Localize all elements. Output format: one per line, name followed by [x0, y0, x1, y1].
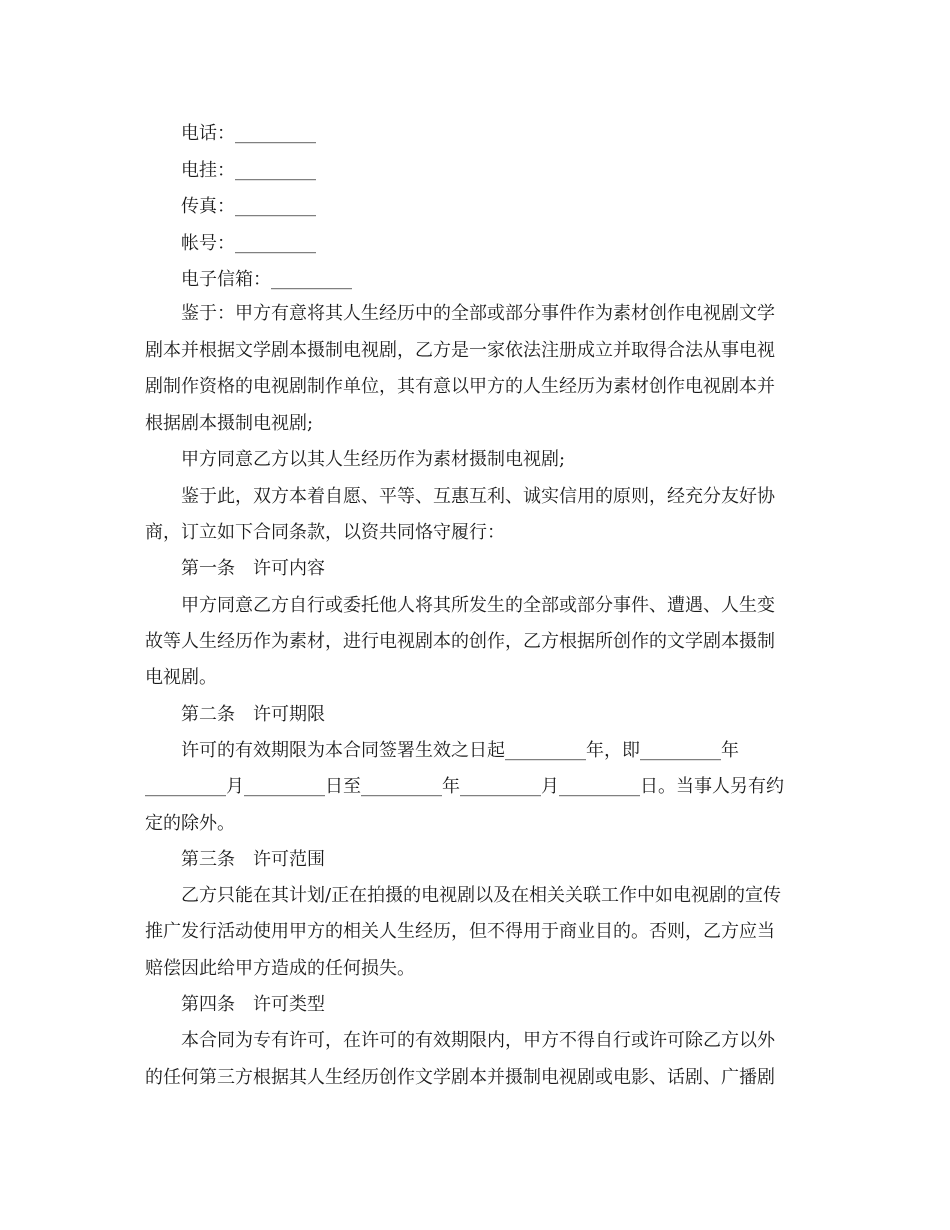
- article-4-line-1: 本合同为专有许可，在许可的有效期限内，甲方不得自行或许可除乙方以外: [181, 1030, 775, 1051]
- article-3-line-1: 乙方只能在其计划/正在拍摄的电视剧以及在相关关联工作中如电视剧的宣传: [181, 885, 782, 906]
- article-2-line-1: 许可的有效期限为本合同签署生效之日起_________年，即_________年: [181, 740, 739, 761]
- agreement-paragraph-line-1: 鉴于此，双方本着自愿、平等、互惠互利、诚实信用的原则，经充分友好协: [181, 486, 775, 507]
- article-4-line-2: 的任何第三方根据其人生经历创作文学剧本并摄制电视剧或电影、话剧、广播剧: [145, 1067, 775, 1088]
- whereas-paragraph-line-2: 剧本并根据文学剧本摄制电视剧，乙方是一家依法注册成立并取得合法从事电视: [145, 340, 775, 361]
- article-3-line-3: 赔偿因此给甲方造成的任何损失。: [145, 958, 415, 979]
- phone-line: 电话：_________: [181, 123, 316, 144]
- article-2-heading: 第二条 许可期限: [181, 704, 325, 725]
- consent-paragraph: 甲方同意乙方以其人生经历作为素材摄制电视剧;: [181, 449, 566, 470]
- telegram-line: 电挂：_________: [181, 160, 316, 181]
- whereas-paragraph-line-3: 剧制作资格的电视剧制作单位，其有意以甲方的人生经历为素材创作电视剧本并: [145, 376, 775, 397]
- article-3-heading: 第三条 许可范围: [181, 849, 325, 870]
- article-1-line-2: 故等人生经历作为素材，进行电视剧本的创作，乙方根据所创作的文学剧本摄制: [145, 631, 775, 652]
- article-1-heading: 第一条 许可内容: [181, 558, 325, 579]
- account-line: 帐号：_________: [181, 233, 316, 254]
- article-2-line-3: 定的除外。: [145, 813, 235, 834]
- agreement-paragraph-line-2: 商，订立如下合同条款，以资共同恪守履行：: [145, 522, 505, 543]
- fax-line: 传真：_________: [181, 196, 316, 217]
- whereas-paragraph-line-1: 鉴于：甲方有意将其人生经历中的全部或部分事件作为素材创作电视剧文学: [181, 303, 775, 324]
- article-1-line-1: 甲方同意乙方自行或委托他人将其所发生的全部或部分事件、遭遇、人生变: [181, 595, 775, 616]
- article-1-line-3: 电视剧。: [145, 667, 217, 688]
- article-2-line-2: _________月_________日至_________年_________月_________日。当事人另有约: [145, 776, 784, 797]
- whereas-paragraph-line-4: 根据剧本摄制电视剧;: [145, 413, 314, 434]
- article-3-line-2: 推广发行活动使用甲方的相关人生经历，但不得用于商业目的。否则，乙方应当: [145, 921, 775, 942]
- email-line: 电子信箱：_________: [181, 269, 352, 290]
- article-4-heading: 第四条 许可类型: [181, 994, 325, 1015]
